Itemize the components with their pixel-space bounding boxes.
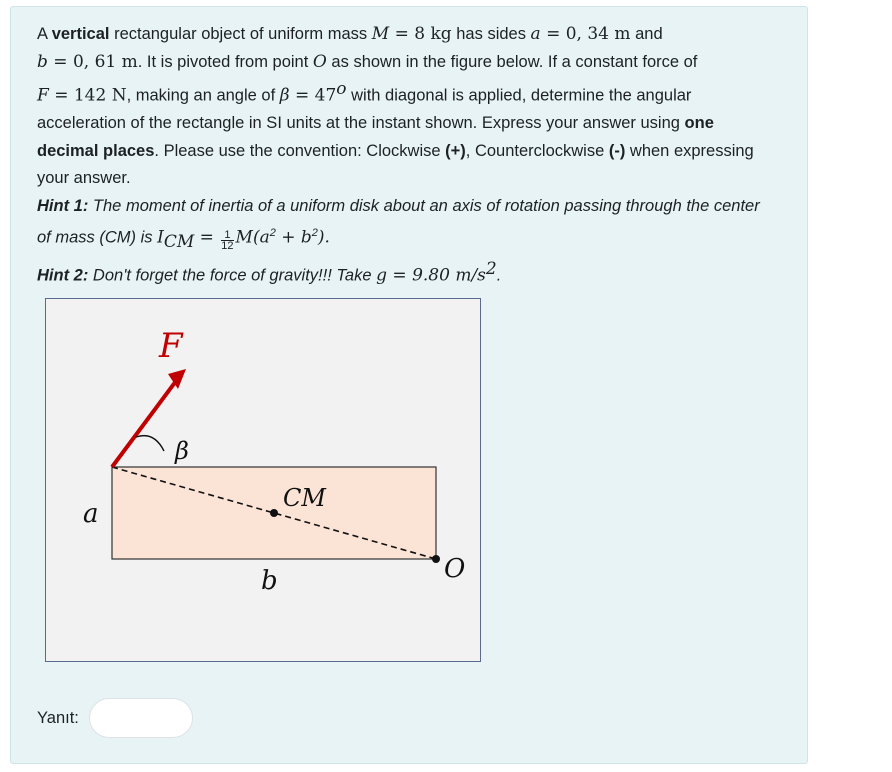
text-segment: . Please use the convention: Clockwise xyxy=(154,141,446,160)
answer-label: Yanıt: xyxy=(37,708,79,727)
fraction-denominator: 12 xyxy=(221,239,234,252)
fraction xyxy=(221,230,233,251)
bold-decimal-places: one decimal places xyxy=(37,114,714,160)
force-value: = 142 N xyxy=(48,85,127,106)
exponent: 2 xyxy=(269,227,276,239)
side-a-value: = 0, 34 m xyxy=(540,24,631,44)
inertia-symbol: I xyxy=(157,227,164,248)
text-segment: . It is pivoted from point xyxy=(137,52,313,71)
bold-vertical: vertical xyxy=(51,25,110,43)
answer-input[interactable] xyxy=(89,698,193,738)
hint-1-label: Hint 1: xyxy=(37,196,89,215)
text-segment: . xyxy=(496,266,502,285)
mass-value: = 8 kg xyxy=(389,24,452,44)
counterclockwise-sign: (-) xyxy=(608,141,626,160)
rectangle-figure xyxy=(45,298,481,662)
text-segment: and xyxy=(630,25,663,43)
side-b-symbol: b xyxy=(37,51,48,72)
equals-sign: = xyxy=(194,227,220,248)
figure-svg xyxy=(46,299,482,663)
side-b-value: = 0, 61 m xyxy=(47,51,138,72)
fraction-numerator: 1 xyxy=(221,230,233,241)
pivot-symbol: O xyxy=(312,51,327,72)
side-a-symbol: a xyxy=(530,24,541,44)
text-segment: as shown in the figure below. If a constant force of xyxy=(326,52,698,71)
force-symbol: F xyxy=(37,85,49,106)
mass-symbol: M xyxy=(371,24,390,44)
beta-symbol: β xyxy=(279,85,290,106)
force-arrow xyxy=(112,377,179,467)
center-of-mass-dot xyxy=(270,509,278,517)
inertia-formula-close: ). xyxy=(317,227,330,248)
text-segment: when expressing your answer. xyxy=(37,141,754,187)
text-segment: has sides xyxy=(451,25,531,43)
gravity-symbol: g xyxy=(376,265,388,286)
clockwise-sign: (+) xyxy=(445,141,466,160)
inertia-formula-plus: + b xyxy=(275,227,312,248)
angle-arc xyxy=(136,436,164,451)
label-b: b xyxy=(261,566,278,596)
question-text xyxy=(37,21,777,290)
pivot-dot xyxy=(432,555,440,563)
hint-2 xyxy=(37,256,777,290)
label-cm: CM xyxy=(283,484,326,512)
hint-2-text: Don't forget the force of gravity!!! Take xyxy=(88,266,377,285)
gravity-value: = 9.80 m/s xyxy=(387,265,486,286)
label-a: a xyxy=(83,499,99,529)
question-card xyxy=(10,6,808,764)
answer-row xyxy=(37,698,193,738)
beta-value: = 47 xyxy=(289,85,337,106)
degree-mark: o xyxy=(336,79,347,99)
exponent: 2 xyxy=(485,259,497,280)
question-paragraph xyxy=(37,21,777,193)
hint-1-text: The moment of inertia of a uniform disk about an axis of rotation passing through the center of mass (CM) is xyxy=(37,196,760,247)
text-segment: , making an angle of xyxy=(126,86,280,105)
exponent: 2 xyxy=(311,227,318,239)
label-o: O xyxy=(444,554,466,584)
hint-2-label: Hint 2: xyxy=(37,266,89,285)
inertia-formula: M(a xyxy=(235,227,270,248)
text-segment: rectangular object of uniform mass xyxy=(109,25,372,43)
label-force: F xyxy=(159,326,183,366)
hint-1 xyxy=(37,193,777,257)
inertia-subscript: CM xyxy=(163,231,195,252)
text-segment: A xyxy=(37,25,52,43)
text-segment: with diagonal is applied, determine the angular acceleration of the rectangle in SI units at the instant shown. Express your answer using xyxy=(37,86,692,132)
text-segment: , Counterclockwise xyxy=(465,141,609,160)
label-beta: β xyxy=(175,437,189,465)
